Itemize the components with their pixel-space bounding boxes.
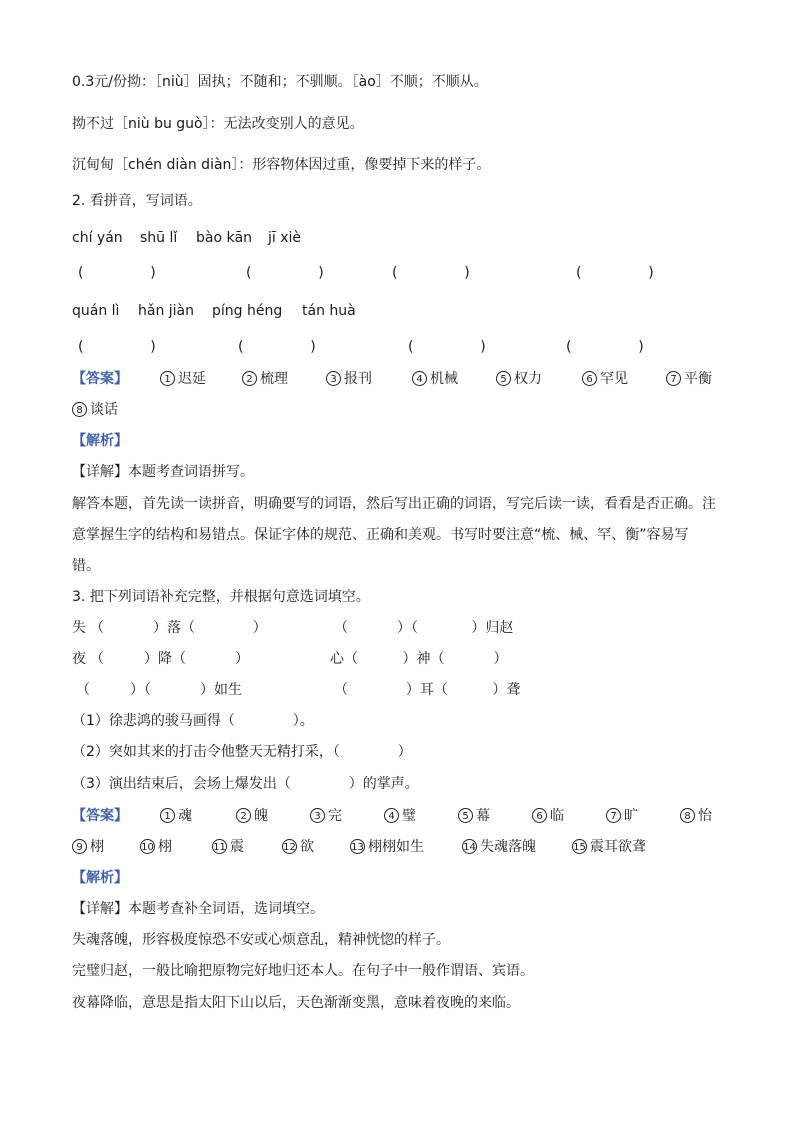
explanation-1a: 解答本题，首先读一读拼音，明确要写的词语，然后写出正确的词语，写完后读一读，看看是否正确。注: [72, 496, 716, 512]
pinyin-row-1: [72, 228, 732, 248]
answer-blank[interactable]: ( ): [408, 339, 486, 355]
answer-blank[interactable]: ( ): [238, 339, 316, 355]
pinyin-row-2: [72, 301, 732, 321]
answer-item: 12 欲: [283, 839, 314, 855]
answer-item: 8 怡: [680, 806, 712, 826]
explanation-1c: 错。: [72, 558, 100, 574]
detail-2: 【详解】本题考查补全词语，选词填空。: [72, 901, 324, 917]
answer-item: 8 谈话: [72, 400, 118, 420]
answer-item: 5 权力: [496, 369, 542, 389]
answer-blank[interactable]: ( ): [566, 339, 644, 355]
question-2-title: 2. 看拼音，写词语。: [72, 193, 202, 209]
answer-item: 13 栩栩如生: [351, 839, 424, 855]
sentence-3: （3）演出结束后，会场上爆发出（ ）的掌声。: [72, 776, 419, 792]
answer-item: 4 璧: [384, 806, 416, 826]
pinyin: shū lǐ: [140, 230, 178, 246]
sentence-1: （1）徐悲鸿的骏马画得（ ）。: [72, 713, 314, 729]
idiom-row-1: 失 （ ）落（ ） （ ）（ ）归赵: [72, 620, 514, 636]
answer-tag: 【答案】: [72, 808, 128, 824]
idiom-row-2: 夜 （ ）降（ ） 心（ ）神（ ）: [72, 651, 508, 667]
explanation-2c: 夜幕降临，意思是指太阳下山以后，天色渐渐变黑，意味着夜晚的来临。: [72, 995, 520, 1011]
answer-item: 9 栩: [72, 837, 104, 857]
answer-item: 2 梳理: [242, 369, 288, 389]
answer-blank[interactable]: ( ): [392, 265, 470, 281]
answer-row-q2-cont: [72, 400, 732, 420]
pinyin: hǎn jiàn: [138, 303, 195, 319]
answer-item: 3 报刊: [326, 369, 372, 389]
answer-item: 15 震耳欲聋: [573, 839, 646, 855]
pinyin: tán huà: [302, 303, 356, 319]
definition-niubuguo: 拗不过［niù bu guò］：无法改变别人的意见。: [72, 116, 364, 132]
definition-niu: 0.3元/份拗：［niù］固执；不随和；不驯顺。［ào］不顺；不顺从。: [72, 74, 488, 90]
answer-item: 5 幕: [458, 806, 490, 826]
answer-item: 1 魂: [160, 806, 192, 826]
analysis-tag: 【解析】: [72, 433, 128, 449]
explanation-1b: 意掌握生字的结构和易错点。保证字体的规范、正确和美观。书写时要注意“梳、械、罕、衡”容易写: [72, 527, 689, 543]
pinyin: bào kān: [196, 230, 253, 246]
answer-row-q3-cont: [72, 837, 732, 857]
sentence-2: （2）突如其来的打击令他整天无精打采，（ ）: [72, 744, 412, 760]
answer-item: 2 魄: [236, 806, 268, 826]
explanation-2a: 失魂落魄，形容极度惊恐不安或心烦意乱，精神恍惚的样子。: [72, 932, 450, 948]
explanation-2b: 完璧归赵，一般比喻把原物完好地归还本人。在句子中一般作谓语、宾语。: [72, 963, 534, 979]
answer-blank[interactable]: ( ): [78, 265, 156, 281]
idiom-row-3: （ ）（ ）如生 （ ）耳（ ）聋: [76, 682, 521, 698]
pinyin: píng héng: [212, 303, 283, 319]
detail-1: 【详解】本题考查词语拼写。: [72, 464, 254, 480]
answer-tag: 【答案】: [72, 371, 128, 387]
answer-item: 3 完: [310, 806, 342, 826]
answer-blank[interactable]: ( ): [246, 265, 324, 281]
answer-item: 6 临: [532, 806, 564, 826]
answer-item: 14 失魂落魄: [463, 839, 536, 855]
answer-row-q2: [72, 369, 732, 389]
answer-row-q3: [72, 806, 732, 826]
answer-blank[interactable]: ( ): [78, 339, 156, 355]
answer-item: 7 平衡: [666, 369, 712, 389]
answer-item: 6 罕见: [582, 369, 628, 389]
pinyin: jī xiè: [268, 230, 302, 246]
pinyin: quán lì: [72, 303, 120, 319]
question-3-title: 3. 把下列词语补充完整，并根据句意选词填空。: [72, 589, 370, 605]
analysis-tag: 【解析】: [72, 870, 128, 886]
answer-item: 4 机械: [412, 369, 458, 389]
answer-item: 7 旷: [606, 806, 638, 826]
answer-item: 1 迟延: [160, 369, 206, 389]
answer-blank[interactable]: ( ): [576, 265, 654, 281]
blank-row-2: [72, 337, 732, 357]
answer-item: 11 震: [213, 839, 244, 855]
answer-item: 10 栩: [141, 839, 172, 855]
definition-chendiandian: 沉甸甸［chén diàn diàn］：形容物体因过重，像要掉下来的样子。: [72, 157, 491, 173]
pinyin: chí yán: [72, 230, 123, 246]
blank-row-1: [72, 263, 732, 283]
